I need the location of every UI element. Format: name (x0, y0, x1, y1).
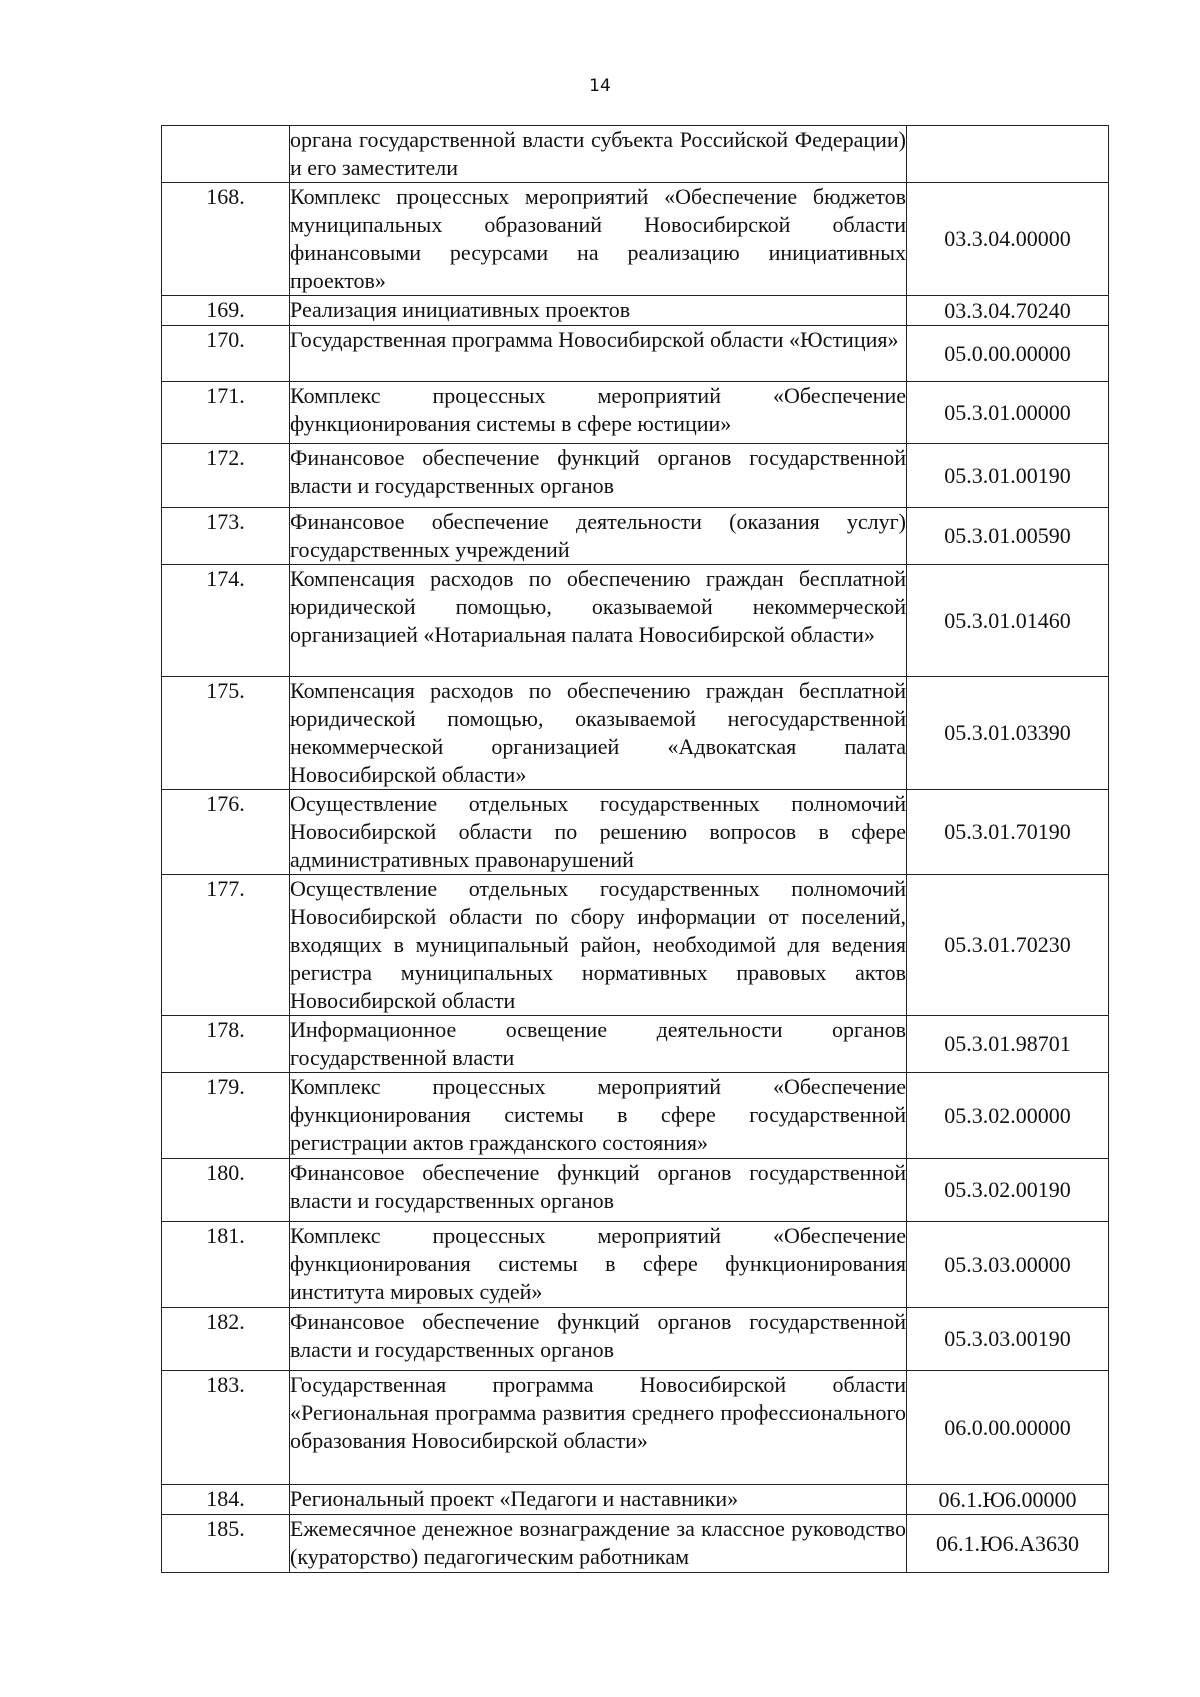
row-code: 05.0.00.00000 (907, 326, 1109, 382)
table-row (162, 565, 1109, 677)
row-number: 173. (162, 508, 290, 565)
row-description: органа государственной власти субъекта Российской Федерации) и его заместители (290, 126, 907, 183)
row-description: Региональный проект «Педагоги и наставники» (290, 1485, 907, 1515)
table-row (162, 183, 1109, 296)
row-description: Государственная программа Новосибирской области «Региональная программа развития среднего профессионального образования Новосибирской области» (290, 1371, 907, 1485)
table-row (162, 382, 1109, 444)
row-description: Компенсация расходов по обеспечению граждан бесплатной юридической помощью, оказываемой некоммерческой организацией «Нотариальная палата Новосибирской области» (290, 565, 907, 677)
row-code: 05.3.01.98701 (907, 1016, 1109, 1073)
row-code: 05.3.01.70230 (907, 875, 1109, 1016)
row-description: Финансовое обеспечение функций органов государственной власти и государственных органов (290, 1308, 907, 1371)
table-row (162, 296, 1109, 326)
page-number: 14 (589, 76, 611, 96)
row-code: 05.3.03.00000 (907, 1222, 1109, 1308)
table-row (162, 790, 1109, 875)
row-description: Осуществление отдельных государственных полномочий Новосибирской области по решению вопросов в сфере административных правонарушений (290, 790, 907, 875)
row-number: 182. (162, 1308, 290, 1371)
row-description: Комплекс процессных мероприятий «Обеспечение бюджетов муниципальных образований Новосибирской области финансовыми ресурсами на реализацию инициативных проектов» (290, 183, 907, 296)
table-row (162, 1159, 1109, 1222)
table-row (162, 508, 1109, 565)
row-number: 172. (162, 444, 290, 508)
row-number: 170. (162, 326, 290, 382)
table-row (162, 1222, 1109, 1308)
row-number: 179. (162, 1073, 290, 1159)
table-row (162, 875, 1109, 1016)
row-description: Финансовое обеспечение функций органов государственной власти и государственных органов (290, 444, 907, 508)
table-row (162, 1371, 1109, 1485)
row-number: 180. (162, 1159, 290, 1222)
row-number: 185. (162, 1515, 290, 1573)
row-description: Комплекс процессных мероприятий «Обеспечение функционирования системы в сфере функционирования института мировых судей» (290, 1222, 907, 1308)
row-code: 05.3.01.70190 (907, 790, 1109, 875)
row-description: Информационное освещение деятельности органов государственной власти (290, 1016, 907, 1073)
row-number: 174. (162, 565, 290, 677)
row-description: Государственная программа Новосибирской области «Юстиция» (290, 326, 907, 382)
table-row (162, 326, 1109, 382)
table-row (162, 1515, 1109, 1573)
classification-table (161, 125, 1109, 1573)
table-row (162, 444, 1109, 508)
row-description: Комплекс процессных мероприятий «Обеспечение функционирования системы в сфере юстиции» (290, 382, 907, 444)
row-description: Комплекс процессных мероприятий «Обеспечение функционирования системы в сфере государственной регистрации актов гражданского состояния» (290, 1073, 907, 1159)
row-number: 181. (162, 1222, 290, 1308)
row-code: 05.3.01.01460 (907, 565, 1109, 677)
row-number: 176. (162, 790, 290, 875)
row-description: Финансовое обеспечение деятельности (оказания услуг) государственных учреждений (290, 508, 907, 565)
table-row (162, 1073, 1109, 1159)
row-description: Ежемесячное денежное вознаграждение за классное руководство (кураторство) педагогическим работникам (290, 1515, 907, 1573)
row-description: Осуществление отдельных государственных полномочий Новосибирской области по сбору информации от поселений, входящих в муниципальный район, необходимой для ведения регистра муниципальных нормативных правовых актов Новосибирской области (290, 875, 907, 1016)
table-row (162, 677, 1109, 790)
row-code (907, 126, 1109, 183)
row-number: 184. (162, 1485, 290, 1515)
row-number: 168. (162, 183, 290, 296)
row-code: 05.3.03.00190 (907, 1308, 1109, 1371)
table-row (162, 126, 1109, 183)
row-number: 183. (162, 1371, 290, 1485)
row-description: Реализация инициативных проектов (290, 296, 907, 326)
row-code: 03.3.04.70240 (907, 296, 1109, 326)
row-number: 175. (162, 677, 290, 790)
row-number: 171. (162, 382, 290, 444)
row-code: 05.3.01.00590 (907, 508, 1109, 565)
row-code: 05.3.02.00000 (907, 1073, 1109, 1159)
row-description: Финансовое обеспечение функций органов государственной власти и государственных органов (290, 1159, 907, 1222)
row-number: 177. (162, 875, 290, 1016)
row-code: 05.3.01.00190 (907, 444, 1109, 508)
row-code: 06.1.Ю6.А3630 (907, 1515, 1109, 1573)
row-code: 05.3.02.00190 (907, 1159, 1109, 1222)
table-row (162, 1485, 1109, 1515)
row-code: 06.0.00.00000 (907, 1371, 1109, 1485)
row-number: 178. (162, 1016, 290, 1073)
row-code: 05.3.01.00000 (907, 382, 1109, 444)
row-number (162, 126, 290, 183)
table-row (162, 1308, 1109, 1371)
row-code: 06.1.Ю6.00000 (907, 1485, 1109, 1515)
table-row (162, 1016, 1109, 1073)
row-number: 169. (162, 296, 290, 326)
row-code: 03.3.04.00000 (907, 183, 1109, 296)
row-description: Компенсация расходов по обеспечению граждан бесплатной юридической помощью, оказываемой негосударственной некоммерческой организацией «Адвокатская палата Новосибирской области» (290, 677, 907, 790)
row-code: 05.3.01.03390 (907, 677, 1109, 790)
